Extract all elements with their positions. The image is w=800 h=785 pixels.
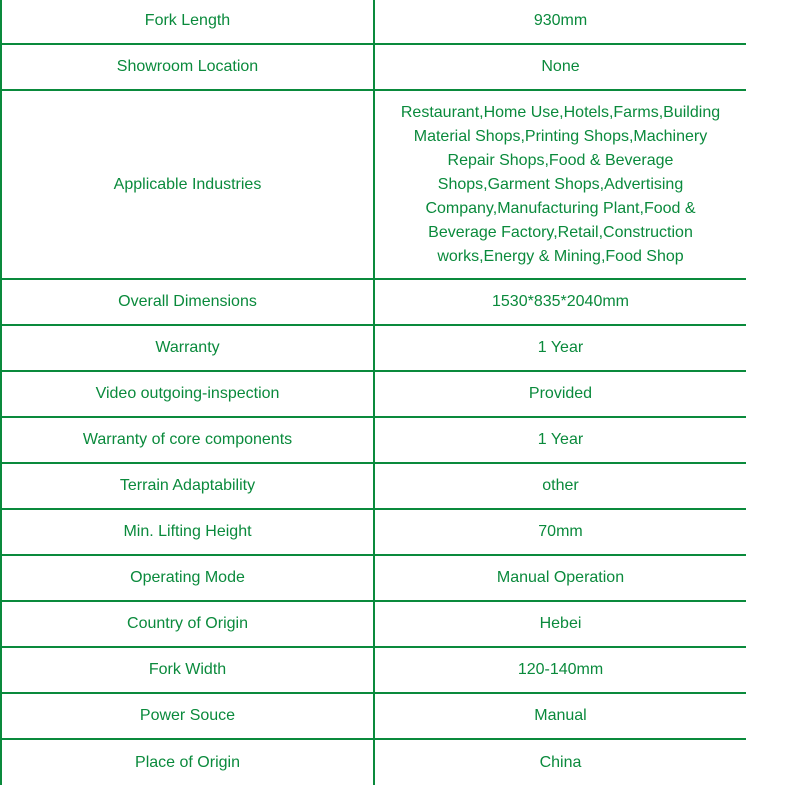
spec-table-body [1, 0, 746, 785]
row-label: Min. Lifting Height [1, 509, 374, 555]
row-label: Terrain Adaptability [1, 463, 374, 509]
table-row [1, 44, 746, 90]
row-value: 70mm [374, 509, 746, 555]
row-label: Place of Origin [1, 739, 374, 785]
table-row [1, 509, 746, 555]
row-value: Manual Operation [374, 555, 746, 601]
row-label: Applicable Industries [1, 90, 374, 279]
row-value: other [374, 463, 746, 509]
row-label: Power Souce [1, 693, 374, 739]
table-row [1, 371, 746, 417]
table-row [1, 601, 746, 647]
row-label: Overall Dimensions [1, 279, 374, 325]
row-value: Provided [374, 371, 746, 417]
row-label: Warranty of core components [1, 417, 374, 463]
table-row [1, 647, 746, 693]
row-value: 1 Year [374, 325, 746, 371]
row-value: 120-140mm [374, 647, 746, 693]
row-value: 930mm [374, 0, 746, 44]
table-row [1, 0, 746, 44]
row-value: 1 Year [374, 417, 746, 463]
row-label: Fork Length [1, 0, 374, 44]
table-row [1, 693, 746, 739]
row-label: Fork Width [1, 647, 374, 693]
row-value: Manual [374, 693, 746, 739]
row-value: China [539, 753, 582, 771]
table-row [1, 417, 746, 463]
row-value: Hebei [374, 601, 746, 647]
row-label: Video outgoing-inspection [1, 371, 374, 417]
row-value: None [374, 44, 746, 90]
table-row [1, 739, 746, 785]
row-label: Country of Origin [1, 601, 374, 647]
table-row [1, 90, 746, 279]
row-label: Operating Mode [1, 555, 374, 601]
table-row [1, 279, 746, 325]
table-row [1, 463, 746, 509]
row-label: Showroom Location [1, 44, 374, 90]
row-label: Warranty [1, 325, 374, 371]
table-row [1, 325, 746, 371]
table-row [1, 555, 746, 601]
row-value: Restaurant,Home Use,Hotels,Farms,Building Material Shops,Printing Shops,Machinery Repair Shops,Food & Beverage Shops,Garment Shops,Advertising Company,Manufacturing Plant,Food & Beverage Factory,Retail,Construction works,Energy & Mining,Food Shop [374, 90, 746, 279]
row-value: 1530*835*2040mm [374, 279, 746, 325]
